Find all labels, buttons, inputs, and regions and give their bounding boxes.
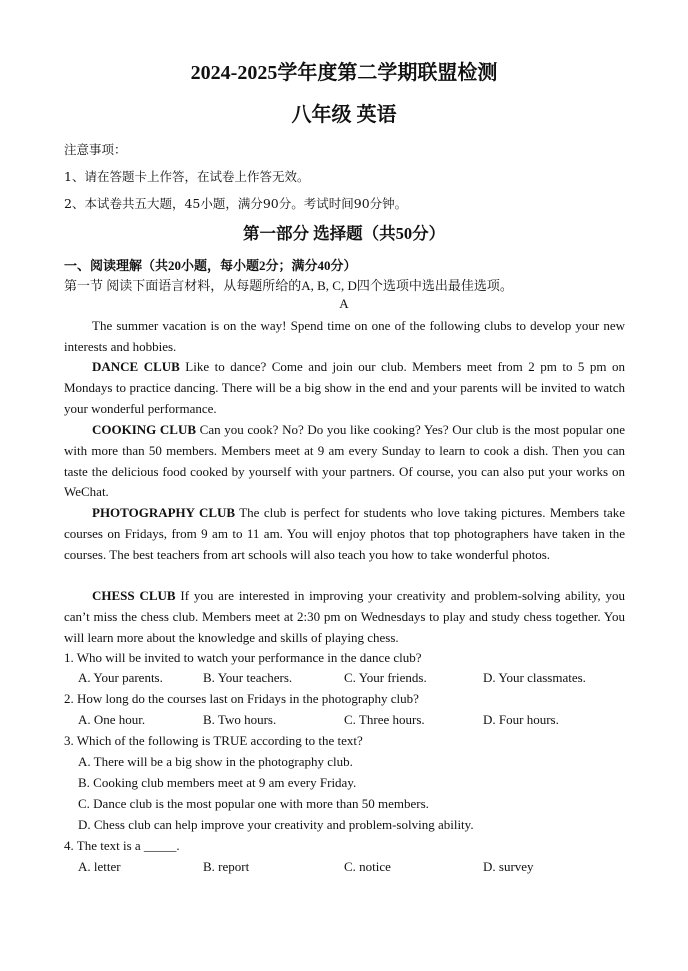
question-1-option-c[interactable]: C. Your friends. [344, 670, 427, 685]
notes-item-2: 2、本试卷共五大题，45小题，满分90分。考试时间90分钟。 [64, 196, 408, 211]
exam-title: 2024-2025学年度第二学期联盟检测 [190, 62, 498, 84]
question-1-option-b[interactable]: B. Your teachers. [203, 670, 293, 685]
part-title: 第一部分 选择题（共50分） [242, 224, 446, 243]
question-4-stem: 4. The text is a _____. [64, 838, 180, 853]
question-3-stem: 3. Which of the following is TRUE according to the text? [64, 733, 363, 748]
question-4-option-b[interactable]: B. report [203, 859, 250, 874]
section-instruction: 第一节 阅读下面语言材料，从每题所给的A, B, C, D四个选项中选出最佳选项。 [64, 278, 513, 293]
question-2-option-b[interactable]: B. Two hours. [203, 712, 277, 727]
chess-club-text: If you are interested in improving your creativity and problem-solving ability, you can’t miss the chess club. Members meet at 2:30 pm on Wednesdays to play and study chess together. You will learn more about the knowledge and skills of playing chess. [64, 588, 625, 645]
cooking-club-title: COOKING CLUB [92, 422, 197, 437]
question-1-option-a[interactable]: A. Your parents. [78, 670, 163, 685]
question-4-option-d[interactable]: D. survey [483, 859, 534, 874]
photography-club-title: PHOTOGRAPHY CLUB [92, 505, 236, 520]
question-4-option-a[interactable]: A. letter [78, 859, 121, 874]
passage-intro-text: The summer vacation is on the way! Spend time on one of the following clubs to develop your new interests and hobbies. [64, 318, 625, 354]
passage-label: A [339, 296, 349, 311]
question-1-stem: 1. Who will be invited to watch your performance in the dance club? [64, 650, 422, 665]
cooking-club-text: Can you cook? No? Do you like cooking? Yes? Our club is the most popular one with more than 50 members. Members meet at 9 am every Sunday to learn to cook a dish. Then you can taste the delicious food cooked by yourself with your partners. Of course, you can also put your works on WeChat. [64, 422, 626, 500]
question-1-option-d[interactable]: D. Your classmates. [483, 670, 586, 685]
notes-heading: 注意事项： [64, 142, 127, 157]
question-2-stem: 2. How long do the courses last on Fridays in the photography club? [64, 691, 419, 706]
question-2-option-a[interactable]: A. One hour. [78, 712, 146, 727]
cooking-club-paragraph [64, 420, 625, 503]
dance-club-paragraph [64, 357, 625, 419]
chess-club-paragraph [64, 586, 625, 648]
photography-club-paragraph [64, 503, 625, 565]
dance-club-text: Like to dance? Come and join our club. Members meet from 2 pm to 5 pm on Mondays to practice dancing. There will be a big show in the end and your parents will be invited to watch your wonderful performance. [64, 359, 625, 416]
photography-club-text: The club is perfect for students who love taking pictures. Members take courses on Fridays, from 9 am to 11 am. You will enjoy photos that top photographers have taken in the courses. The best teachers from art schools will also teach you how to take wonderful photos. [64, 505, 626, 562]
question-3-option-d[interactable]: D. Chess club can help improve your creativity and problem-solving ability. [78, 817, 474, 832]
question-4-option-c[interactable]: C. notice [344, 859, 391, 874]
question-3-option-a[interactable]: A. There will be a big show in the photography club. [78, 754, 353, 769]
exam-subtitle: 八年级 英语 [291, 104, 397, 126]
chess-club-title: CHESS CLUB [92, 588, 176, 603]
section-heading: 一、阅读理解（共20小题，每小题2分；满分40分） [64, 258, 357, 273]
question-2-option-c[interactable]: C. Three hours. [344, 712, 425, 727]
question-2-option-d[interactable]: D. Four hours. [483, 712, 559, 727]
question-3-option-c[interactable]: C. Dance club is the most popular one with more than 50 members. [78, 796, 429, 811]
dance-club-title: DANCE CLUB [92, 359, 180, 374]
question-3-option-b[interactable]: B. Cooking club members meet at 9 am every Friday. [78, 775, 357, 790]
passage-intro [64, 316, 625, 358]
notes-item-1: 1、请在答题卡上作答，在试卷上作答无效。 [64, 169, 310, 184]
